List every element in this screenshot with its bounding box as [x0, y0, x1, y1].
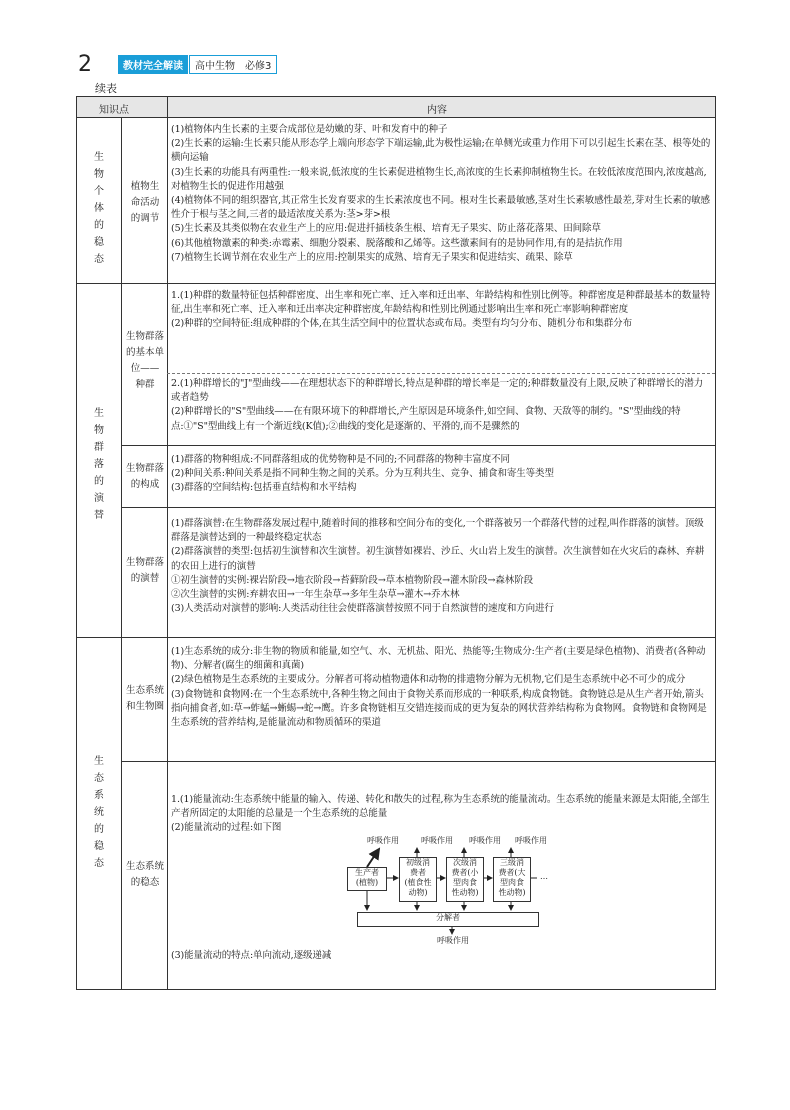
subtopic-plant-regulation: 植物生 命活动 的调节: [130, 181, 160, 224]
ellipsis-label: …: [540, 872, 548, 881]
tertiary-consumer-box: 三级消 费者(大 型肉食 性动物): [493, 857, 531, 902]
respiration-label: 呼吸作用: [469, 836, 501, 845]
secondary-consumer-box: 次级消 费者(小 型肉食 性动物): [446, 857, 484, 902]
book-name: 高中生物 必修3: [189, 55, 277, 74]
content-ecosystem-biosphere: (1)生态系统的成分:非生物的物质和能量,如空气、水、无机盐、阳光、热能等;生物成分:生产者(主要是绿色植物)、消费者(各种动物)、分解者(腐生的细菌和真菌) (2)绿色植物是生态系统的主要成分。分解者可将动植物遗体和动物的排遗物分解为无机物,它们是生态系统中必不可少的成分 (3)食物链和食物网:在一个生态系统中,各种生物之间由于食物关系而形成的一种联系,构成食物链。食物链总是从生产者开始,箭头指向捕食者,如:草→蚱蜢→蜥蜴→蛇→鹰。许多食物链相互交错连接而成的更为复杂的网状营养结构称为食物网。食物链和食物网是生态系统的营养结构,是能量流动和物质循环的渠道: [171, 646, 707, 729]
primary-consumer-box: 初级消 费者 (植食性 动物): [399, 857, 437, 902]
respiration-label: 呼吸作用: [367, 836, 399, 845]
subtopic-community-succession: 生物群落 的演替: [125, 557, 164, 584]
content-community-structure: (1)群落的物种组成:不同群落组成的优势物种是不同的;不同群落的物种丰富度不同 (2)种间关系:种间关系是指不同种生物之间的关系。分为互利共生、竞争、捕食和寄生等类型 (3)群落的空间结构:包括垂直结构和水平结构: [171, 454, 554, 494]
subtopic-community-structure: 生物群落 的构成: [125, 463, 164, 490]
content-energy-flow: 1.(1)能量流动:生态系统中能量的输入、传递、转化和散失的过程,称为生态系统的能量流动。生态系统的能量来源是太阳能,全部生产者所固定的太阳能的总量是一个生态系统的总能量 (2)能量流动的过程:如下图: [171, 794, 710, 834]
header-knowledge-point: 知识点: [99, 105, 129, 116]
respiration-label: 呼吸作用: [515, 836, 547, 845]
content-plant-regulation: (1)植物体内生长素的主要合成部位是幼嫩的芽、叶和发育中的种子 (2)生长素的运输:生长素只能从形态学上端向形态学下端运输,此为极性运输;在单侧光或重力作用下可以引起生长素在茎、根等处的横向运输 (3)生长素的功能具有两重性:一般来说,低浓度的生长素促进植物生长,高浓度的生长素抑制植物生长。在较低浓度范围内,浓度越高,对植物生长的促进作用越强 (4)植物体不同的组织器官,其正常生长发育要求的生长素浓度也不同。根对生长素最敏感,茎对生长素敏感性最差,芽对生长素的敏感性介于根与茎之间,三者的最适浓度关系为:茎>芽>根 (5)生长素及其类似物在农业生产上的应用:促进扦插枝条生根、培育无子果实、防止落花落果、田间除草 (6)其他植物激素的种类:赤霉素、细胞分裂素、脱落酸和乙烯等。这些激素间有的是协同作用,有的是拮抗作用 (7)植物生长调节剂在农业生产上的应用:控制果实的成熟、培育无子果实和促进结实、疏果、除草: [171, 124, 711, 263]
subtopic-ecosystem-stability: 生态系统 的稳态: [125, 861, 164, 888]
content-population-b: 2.(1)种群增长的"J"型曲线——在理想状态下的种群增长,特点是种群的增长率是一定的;种群数量没有上限,反映了种群增长的潜力或者趋势 (2)种群增长的"S"型曲线——在有限环境下的种群增长,产生原因是环境条件,如空间、食物、天敌等的制约。"S"型曲线的特点:①"S"型曲线上有一个渐近线(K值);②曲线的变化是逐渐的、平滑的,而不是骤然的: [171, 378, 704, 432]
respiration-label: 呼吸作用: [437, 936, 469, 945]
section-title-community-succession: 生 物 群 落 的 演 替: [94, 408, 104, 521]
section-title-individual-homeostasis: 生 物 个 体 的 稳 态: [94, 152, 104, 265]
header-content: 内容: [427, 105, 447, 116]
energy-flow-diagram: [347, 835, 557, 945]
series-title: 教材完全解读: [118, 55, 188, 74]
producer-box: 生产者 (植物): [347, 867, 387, 891]
decomposer-box: 分解者: [357, 912, 539, 927]
section-title-ecosystem-homeostasis: 生 态 系 统 的 稳 态: [94, 756, 104, 869]
knowledge-table: [76, 96, 716, 990]
page-number: 2: [78, 52, 92, 77]
content-energy-flow-characteristics: (3)能量流动的特点:单向流动,逐级递减: [171, 950, 332, 961]
respiration-label: 呼吸作用: [421, 836, 453, 845]
subtopic-ecosystem-biosphere: 生态系统 和生物圈: [125, 685, 164, 712]
continued-label: 续表: [95, 82, 117, 95]
content-population-a: 1.(1)种群的数量特征包括种群密度、出生率和死亡率、迁入率和迁出率、年龄结构和性别比例等。种群密度是种群最基本的数量特征,出生率和死亡率、迁入率和迁出率决定种群密度,年龄结构和性别比例通过影响出生率和死亡率影响种群密度 (2)种群的空间特征:组成种群的个体,在其生活空间中的位置状态或布局。类型有均匀分布、随机分布和集群分布: [171, 290, 711, 330]
content-community-succession: (1)群落演替:在生物群落发展过程中,随着时间的推移和空间分布的变化,一个群落被另一个群落代替的过程,叫作群落的演替。顶级群落是演替达到的一种最终稳定状态 (2)群落演替的类型:包括初生演替和次生演替。初生演替如裸岩、沙丘、火山岩上发生的演替。次生演替如在火灾后的森林、弃耕的农田上进行的演替 ①初生演替的实例:裸岩阶段→地衣阶段→苔藓阶段→草本植物阶段→灌木阶段→森林阶段 ②次生演替的实例:弃耕农田→一年生杂草→多年生杂草→灌木→乔木林 (3)人类活动对演替的影响:人类活动往往会使群落演替按照不同于自然演替的速度和方向进行: [171, 518, 705, 615]
subtopic-population: 生物群落 的基本单 位—— 种群: [125, 331, 164, 390]
table-header: [77, 97, 715, 118]
